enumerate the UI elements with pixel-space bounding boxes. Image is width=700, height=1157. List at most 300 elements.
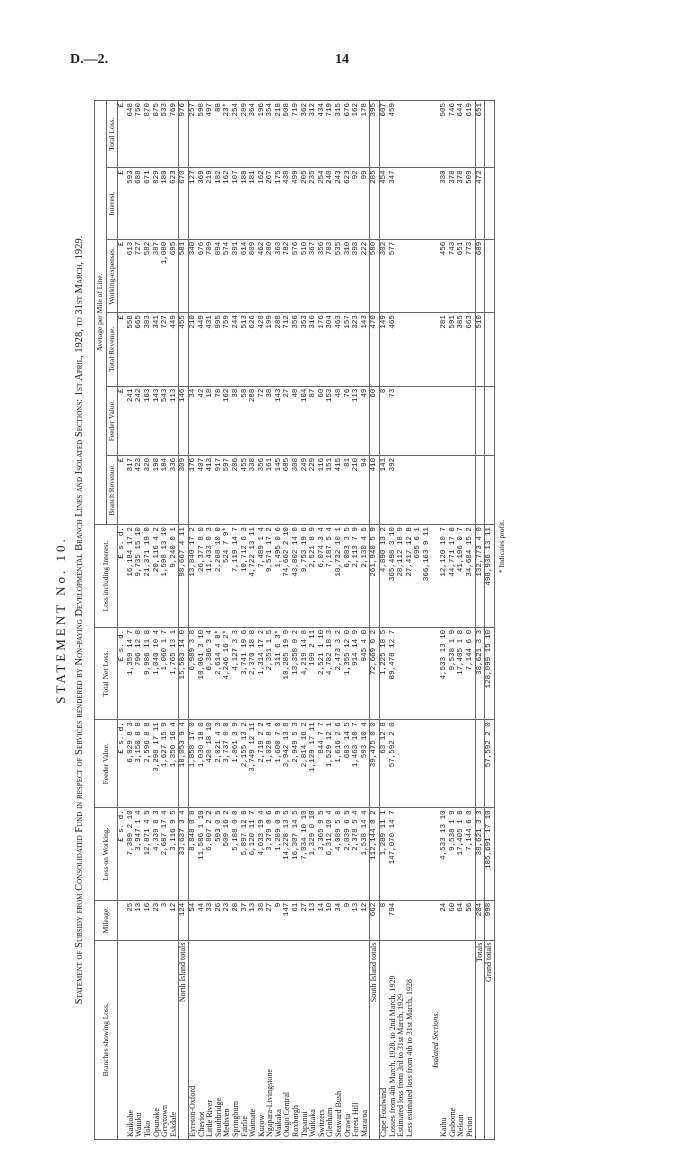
table-cell: 113 xyxy=(170,386,179,455)
table-cell xyxy=(485,386,495,455)
table-cell: 347 xyxy=(389,168,398,239)
header-working-expenses: Working-expenses. xyxy=(106,239,118,312)
unit-cell: £ s. d. xyxy=(118,627,127,719)
table-cell: 870 xyxy=(144,101,153,168)
table-cell: 465 xyxy=(389,313,398,386)
table-cell: 249 xyxy=(301,455,310,524)
branch-name: Southbridge xyxy=(215,940,224,1139)
table-cell: 1,129 17 11 xyxy=(309,720,318,808)
table-cell: 2,596 8 8 xyxy=(144,720,153,808)
table-cell xyxy=(485,101,495,168)
table-cell: 434 xyxy=(318,101,327,168)
table-cell: 2,370 18 8 xyxy=(249,627,258,719)
table-cell: 176 xyxy=(188,455,197,524)
table-row xyxy=(423,101,432,1140)
table-cell xyxy=(406,627,415,719)
table-cell: 44 xyxy=(198,900,207,940)
table-cell: 366,163 9 11 xyxy=(423,525,432,628)
table-cell: 597 xyxy=(223,455,232,524)
table-cell: 146 xyxy=(179,386,189,455)
table-cell: 509 xyxy=(466,168,475,239)
table-cell: 26,377 8 0 xyxy=(198,525,207,628)
table-cell: 288 xyxy=(275,313,284,386)
table-cell: 829 xyxy=(153,168,162,239)
table-cell: 163 xyxy=(144,386,153,455)
table-row xyxy=(266,101,275,1140)
table-cell: 81 xyxy=(344,455,353,524)
table-cell: 10,285 19 9 xyxy=(283,627,292,719)
table-cell: 60 xyxy=(318,386,327,455)
table-cell: 510 xyxy=(301,239,310,312)
table-cell: 229 xyxy=(309,455,318,524)
table-cell: 4,722 13 11 xyxy=(249,525,258,628)
table-cell: 16,184 17 2 xyxy=(127,525,136,628)
table-cell: 4,533 13 10 xyxy=(440,627,449,719)
table-cell: 392 xyxy=(389,455,398,524)
table-cell: 2,473 3 2 xyxy=(335,627,344,719)
table-cell: 6,989 3 8 xyxy=(188,627,197,719)
table-cell: 15,583 14 0 xyxy=(179,627,189,719)
table-cell xyxy=(397,239,406,312)
table-cell: 651 xyxy=(475,101,485,168)
table-cell: 2,719 2 2 xyxy=(258,720,267,808)
table-cell xyxy=(423,900,432,940)
branch-name xyxy=(414,940,423,1139)
table-cell: 9,538 1 9 xyxy=(449,808,458,900)
table-cell: 9 xyxy=(275,900,284,940)
table-cell: 7,144 6 0 xyxy=(466,627,475,719)
header-loss-working: Loss on Working. xyxy=(95,808,118,900)
table-cell xyxy=(475,720,485,808)
empty-cell xyxy=(432,239,441,312)
table-cell: 3,150 8 8 xyxy=(135,720,144,808)
totals-row xyxy=(475,101,485,1140)
table-cell: 497 xyxy=(206,101,215,168)
table-cell: 6,312 10 4 xyxy=(326,808,335,900)
table-cell: 219 xyxy=(206,168,215,239)
table-cell: 310 xyxy=(344,239,353,312)
table-cell: 533 xyxy=(161,101,170,168)
table-cell: 454 xyxy=(380,168,389,239)
table-cell: 11,433 0 3 xyxy=(206,525,215,628)
table-cell: 41,196 0 7 xyxy=(457,525,466,628)
table-cell: 143 xyxy=(361,313,370,386)
table-cell: 6,029 8 3 xyxy=(127,720,136,808)
table-cell: 149 xyxy=(380,313,389,386)
empty-cell xyxy=(432,313,441,386)
table-cell: 57,592 2 0 xyxy=(485,720,495,808)
header-total-loss: Total Loss. xyxy=(106,101,118,168)
branch-name: Glenham xyxy=(326,940,335,1139)
table-cell: 6,386 3 4 xyxy=(206,627,215,719)
table-cell xyxy=(397,101,406,168)
table-cell: 61 xyxy=(292,900,301,940)
table-cell xyxy=(406,386,415,455)
table-cell: 157 xyxy=(344,313,353,386)
table-cell: 782 xyxy=(283,239,292,312)
table-cell: 13 xyxy=(249,900,258,940)
table-cell: 206 xyxy=(232,455,241,524)
table-cell: 204 xyxy=(475,900,485,940)
table-cell: 407 xyxy=(198,455,207,524)
table-cell: 64 xyxy=(457,900,466,940)
table-cell: 354 xyxy=(266,101,275,168)
table-cell: 145 xyxy=(275,455,284,524)
table-cell: 353 xyxy=(301,313,310,386)
branch-name: Grand totals xyxy=(485,940,495,1139)
branch-name: Kaihu xyxy=(440,940,449,1139)
table-cell: 671 xyxy=(144,168,153,239)
branch-name: Picton xyxy=(466,940,475,1139)
table-cell: 323 xyxy=(352,313,361,386)
table-cell: 162 xyxy=(352,101,361,168)
table-cell: 3,298 17 11 xyxy=(153,720,162,808)
branch-name: Eskdale xyxy=(170,940,179,1139)
table-cell: 644 xyxy=(457,101,466,168)
table-cell: 21,371 19 0 xyxy=(144,525,153,628)
table-row xyxy=(457,101,466,1140)
table-cell: 2,039 6 5 xyxy=(344,808,353,900)
table-cell: 16,307 14 5 xyxy=(292,808,301,900)
table-cell xyxy=(485,455,495,524)
table-cell: 199 xyxy=(266,313,275,386)
table-cell xyxy=(397,386,406,455)
table-cell: 670 xyxy=(179,168,189,239)
table-cell: 16 xyxy=(144,900,153,940)
table-cell: 1,060 1 7 xyxy=(161,627,170,719)
table-cell: 124 xyxy=(179,900,189,940)
table-cell xyxy=(397,900,406,940)
table-cell: 581 xyxy=(179,239,189,312)
table-cell: 428 xyxy=(258,313,267,386)
table-cell: 27,417 12 8 xyxy=(406,525,415,628)
table-cell: 72 xyxy=(258,386,267,455)
table-cell: 727 xyxy=(135,239,144,312)
table-cell: 356 xyxy=(318,239,327,312)
table-cell xyxy=(457,720,466,808)
table-cell: 438 xyxy=(283,168,292,239)
table-cell xyxy=(397,808,406,900)
table-cell: 311 6 3* xyxy=(275,627,284,719)
table-cell: 241 xyxy=(127,386,136,455)
table-cell: 34 xyxy=(335,900,344,940)
table-cell: 4,782 18 3 xyxy=(326,627,335,719)
unit-cell: £ xyxy=(118,313,127,386)
table-cell: 10,732 10 1 xyxy=(335,525,344,628)
table-cell: 210 xyxy=(188,313,197,386)
table-cell: 1,600 7 0 xyxy=(275,720,284,808)
table-cell xyxy=(423,627,432,719)
table-cell: 73 xyxy=(389,386,398,455)
table-cell xyxy=(449,455,458,524)
table-cell: 2,814 16 2 xyxy=(301,720,310,808)
table-cell: 8 xyxy=(380,900,389,940)
table-cell: 23 xyxy=(223,900,232,940)
table-cell: 2,614 4 8* xyxy=(215,627,224,719)
table-cell: 6,807 2 2 xyxy=(206,808,215,900)
statement-heading: STATEMENT No. 10. xyxy=(53,536,68,704)
table-cell: 2,521 1 10 xyxy=(318,627,327,719)
table-cell: 676 xyxy=(344,101,353,168)
table-cell: 320 xyxy=(144,455,153,524)
table-cell: 9,986 11 8 xyxy=(144,627,153,719)
branch-name: Eyreton-Oxford xyxy=(188,940,197,1139)
table-cell: 5,897 12 8 xyxy=(241,808,250,900)
table-cell: 365,498 3 10 xyxy=(389,525,398,628)
table-cell: 683 14 5 xyxy=(344,720,353,808)
branch-name: Ngapara-Livingstone xyxy=(266,940,275,1139)
table-cell: 99 xyxy=(361,168,370,239)
branch-name: Springburn xyxy=(232,940,241,1139)
totals-row xyxy=(179,101,189,1140)
table-cell: 38 xyxy=(266,386,275,455)
table-cell: 13,840 17 2 xyxy=(188,525,197,628)
branch-name: Orawia xyxy=(344,940,353,1139)
table-cell: 598 xyxy=(198,101,207,168)
table-cell: 112,144 0 2 xyxy=(370,808,380,900)
table-cell: 235 xyxy=(309,168,318,239)
branch-name: Cheviot xyxy=(198,940,207,1139)
header-row-1 xyxy=(95,101,107,1140)
table-row xyxy=(188,101,197,1140)
table-cell: 591 xyxy=(449,313,458,386)
header-feeder-value: Feeder Value. xyxy=(106,386,118,455)
table-cell: 3,942 13 8 xyxy=(283,720,292,808)
branch-name: Kaikohe xyxy=(127,940,136,1139)
table-cell xyxy=(414,239,423,312)
header-interest: Interest. xyxy=(106,168,118,239)
table-cell: 4,089 5 8 xyxy=(335,808,344,900)
table-cell xyxy=(397,627,406,719)
table-cell xyxy=(414,720,423,808)
table-row xyxy=(344,101,353,1140)
table-cell: 44,771 17 8 xyxy=(449,525,458,628)
table-cell: 576 xyxy=(292,239,301,312)
table-cell: 759 xyxy=(223,313,232,386)
table-cell: 94 xyxy=(361,455,370,524)
table-cell: 1,495 0 6 xyxy=(275,525,284,628)
table-cell: 10 xyxy=(326,900,335,940)
section-heading: Isolated Sections. xyxy=(432,940,441,1139)
table-cell: 288 xyxy=(249,386,258,455)
empty-cell xyxy=(432,720,441,808)
table-cell: 614 xyxy=(241,239,250,312)
table-cell xyxy=(485,239,495,312)
table-cell: 9,753 19 6 xyxy=(301,525,310,628)
table-cell: 153 xyxy=(326,386,335,455)
table-cell xyxy=(423,455,432,524)
table-cell: 1,538 14 4 xyxy=(361,808,370,900)
table-cell: 242 xyxy=(135,386,144,455)
table-cell: 695 xyxy=(170,239,179,312)
table-cell: 13 xyxy=(309,900,318,940)
table-cell: 378 xyxy=(449,168,458,239)
table-row xyxy=(449,101,458,1140)
empty-cell xyxy=(432,168,441,239)
table-cell: 363 xyxy=(275,239,284,312)
table-cell xyxy=(397,720,406,808)
table-cell: 141 xyxy=(380,455,389,524)
table-cell: 1,529 12 1 xyxy=(326,720,335,808)
branch-name: Tapanui xyxy=(301,940,310,1139)
table-cell xyxy=(414,900,423,940)
table-cell: 162 xyxy=(223,386,232,455)
table-cell: 5,188 0 0 xyxy=(232,808,241,900)
table-row xyxy=(198,101,207,1140)
unit-cell: £ xyxy=(118,239,127,312)
table-row xyxy=(275,101,284,1140)
empty-cell xyxy=(432,455,441,524)
table-cell: 524 7 9* xyxy=(223,525,232,628)
table-cell: 455 xyxy=(241,455,250,524)
table-cell: 513 xyxy=(241,313,250,386)
units-row xyxy=(118,101,127,1140)
table-cell xyxy=(406,808,415,900)
table-cell: 8 xyxy=(380,386,389,455)
table-cell: 1,627 15 9 xyxy=(161,720,170,808)
table-cell: 449 xyxy=(198,313,207,386)
table-cell: 33 xyxy=(206,900,215,940)
table-cell: 147,070 14 7 xyxy=(389,808,398,900)
header-average-group: Average per Mile of Line. xyxy=(95,101,107,525)
table-cell: 34,684 15 2 xyxy=(466,525,475,628)
table-cell: 773 xyxy=(466,239,475,312)
table-cell: 161 xyxy=(266,455,275,524)
branch-name: Waikaka xyxy=(309,940,318,1139)
table-cell: 383 xyxy=(144,313,153,386)
table-cell xyxy=(397,168,406,239)
table-cell xyxy=(406,101,415,168)
table-cell: 462 xyxy=(258,239,267,312)
table-cell: 727 xyxy=(161,313,170,386)
table-cell xyxy=(414,101,423,168)
table-cell: 420 18 10 xyxy=(206,720,215,808)
table-cell: 312 xyxy=(309,101,318,168)
table-cell: 340 xyxy=(188,239,197,312)
table-cell: 309 xyxy=(179,455,189,524)
rotated-statement xyxy=(45,100,665,1140)
table-cell: 769 xyxy=(170,101,179,168)
table-cell xyxy=(414,808,423,900)
table-cell: 205 xyxy=(301,168,310,239)
table-cell: 176 xyxy=(318,313,327,386)
table-cell: 794 xyxy=(389,900,398,940)
empty-cell xyxy=(432,627,441,719)
branch-name: Otago Central xyxy=(283,940,292,1139)
table-cell: 455 xyxy=(179,313,189,386)
table-cell: 330 xyxy=(440,168,449,239)
table-cell: 184 xyxy=(161,455,170,524)
table-cell: 809 xyxy=(249,239,258,312)
table-cell: 38,621 3 3 xyxy=(475,627,485,719)
table-cell: 593 0 5 xyxy=(215,808,224,900)
table-cell: 27 xyxy=(301,900,310,940)
table-cell: 180 xyxy=(161,168,170,239)
empty-cell xyxy=(432,900,441,940)
branch-name: Kurow xyxy=(258,940,267,1139)
table-cell: 894 xyxy=(215,239,224,312)
table-cell: 98,667 4 11 xyxy=(179,525,189,628)
table-cell: 456 xyxy=(440,239,449,312)
table-cell: 33,637 3 4 xyxy=(179,808,189,900)
table-cell: 14,228 13 5 xyxy=(283,808,292,900)
table-cell: 341 xyxy=(153,313,162,386)
table-cell: 1,080 xyxy=(161,239,170,312)
table-cell: 410 xyxy=(370,455,380,524)
table-cell: 9 xyxy=(344,900,353,940)
table-cell: 178 xyxy=(361,101,370,168)
table-cell xyxy=(414,168,423,239)
table-cell: 945 4 0 xyxy=(361,627,370,719)
table-cell: 9,735 15 10 xyxy=(135,525,144,628)
table-cell: 336 xyxy=(170,455,179,524)
branch-name: Cape Foulwind xyxy=(380,940,389,1139)
table-cell: 593 10 4 xyxy=(361,720,370,808)
table-cell: 147 xyxy=(283,900,292,940)
table-cell xyxy=(440,386,449,455)
table-cell: 58 xyxy=(241,386,250,455)
branch-name: Methven xyxy=(223,940,232,1139)
table-cell: 719 xyxy=(326,101,335,168)
empty-cell xyxy=(432,386,441,455)
table-cell: 17,405 1 8 xyxy=(457,627,466,719)
table-cell xyxy=(423,168,432,239)
table-cell xyxy=(423,313,432,386)
table-cell: 356 xyxy=(258,455,267,524)
table-cell xyxy=(457,386,466,455)
table-cell: 181 xyxy=(249,168,258,239)
header-branch-revenue: Branch Revenue. xyxy=(106,455,118,524)
table-cell: 2,155 13 2 xyxy=(241,720,250,808)
table-cell: 431 xyxy=(206,313,215,386)
table-row xyxy=(241,101,250,1140)
statement-title: Statement of Subsidy from Consolidated Fund in respect of Services rendered by Non-paying Developmental Branch Lines and Isolated Sections: 1st April, 1928, to 31st March, 1929. xyxy=(74,235,85,1005)
table-cell: 378 xyxy=(457,168,466,239)
table-cell: 198 xyxy=(153,455,162,524)
table-cell: 38 xyxy=(232,386,241,455)
table-cell xyxy=(485,168,495,239)
table-cell: 743 xyxy=(449,239,458,312)
table-cell: 648 xyxy=(127,101,136,168)
table-cell xyxy=(406,720,415,808)
table-cell: 26 xyxy=(215,900,224,940)
table-cell: 14 xyxy=(318,900,327,940)
branch-name: Waiuku xyxy=(135,940,144,1139)
table-cell: 10,061 3 10 xyxy=(198,627,207,719)
table-cell: 89,478 12 7 xyxy=(389,627,398,719)
table-cell: 4,246 16 2* xyxy=(223,627,232,719)
table-cell: 243 xyxy=(335,168,344,239)
table-cell: 1,061 3 9 xyxy=(232,720,241,808)
table-cell: 43,802 14 0 xyxy=(292,525,301,628)
table-cell: 1,040 10 4 xyxy=(153,627,162,719)
unit-cell: £ xyxy=(118,168,127,239)
branch-name: Nelson xyxy=(457,940,466,1139)
unit-cell: £ s. d. xyxy=(118,720,127,808)
table-cell: 116 xyxy=(318,455,327,524)
table-cell: 244 xyxy=(232,313,241,386)
section-row xyxy=(432,101,441,1140)
table-cell: 1,225 18 5 xyxy=(380,627,389,719)
table-cell: 663 xyxy=(466,313,475,386)
table-cell: 535 xyxy=(335,239,344,312)
table-cell: 23 xyxy=(153,900,162,940)
table-row xyxy=(135,101,144,1140)
table-row xyxy=(389,101,398,1140)
table-cell: 48 xyxy=(335,386,344,455)
table-cell: 1,289 0 9 xyxy=(275,808,284,900)
table-cell: 9,571 17 2 xyxy=(266,525,275,628)
